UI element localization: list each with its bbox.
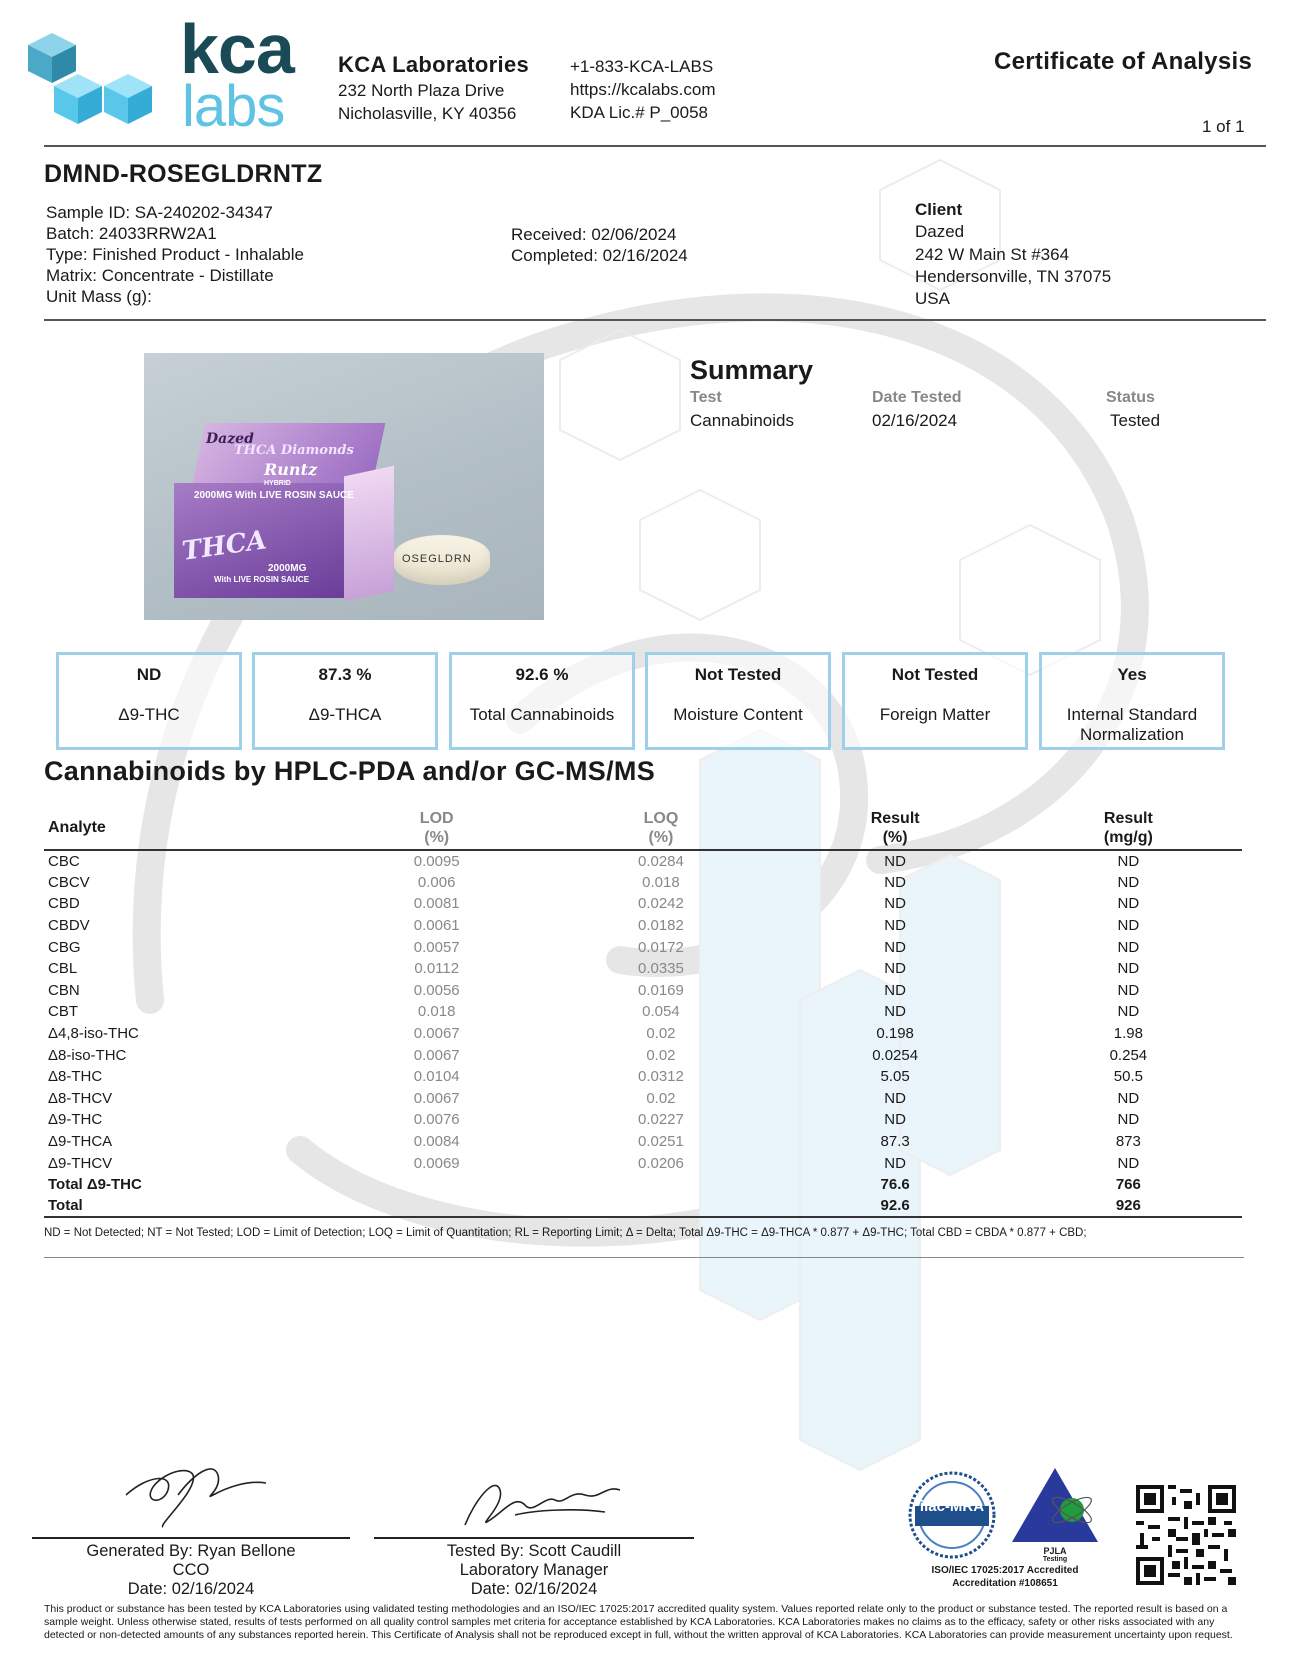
sample-type: Type: Finished Product - Inhalable: [46, 245, 304, 264]
table-total-row: Total 92.6 926: [44, 1196, 1242, 1218]
photo-box-front-dose: 2000MG: [268, 563, 307, 574]
photo-box-hybrid: HYBRID: [264, 480, 291, 487]
table-total-row: Total Δ9-THC 76.6 766: [48, 1176, 1141, 1194]
table-row: CBDV 0.0061 0.0182 ND ND: [48, 917, 1140, 935]
sample-matrix: Matrix: Concentrate - Distillate: [46, 266, 274, 285]
product-photo: [144, 353, 544, 620]
generated-date: Date: 02/16/2024: [127, 1580, 255, 1598]
lab-license: KDA Lic.# P_0058: [570, 103, 708, 122]
lab-phone: +1-833-KCA-LABS: [570, 57, 714, 76]
signature-line-generated: [32, 1537, 350, 1539]
key-result-box: [252, 652, 438, 750]
key-result-value: 87.3 %: [318, 665, 372, 684]
disclaimer: This product or substance has been tested by KCA Laboratories using validated testing methodologies and an ISO/IEC 17025:2017 accredited quality system. Values reported relate only to the product or substance tested. The reported result is based on a sample weight. Unless otherwise stated, results of tests performed on all quality control samples met criteria for acceptance established by KCA Laboratories. KCA Laboratories makes no claims as to the efficacy, safety or other risks associated with any detected or non-detected amounts of any substances reported herein. This Certificate of Analysis shall not be reproduced except in full, without the written approval of KCA Laboratories. KCA Laboratories can provide measurement uncertainty upon request.: [44, 1603, 1233, 1641]
logo-word-kca: kca: [180, 10, 294, 88]
footnote-rule: [44, 1257, 1244, 1258]
key-result-label: Δ9-THCA: [308, 705, 382, 724]
signature-ryan-bellone: [118, 1455, 268, 1530]
key-result-label: Internal Standard Normalization: [1066, 705, 1198, 744]
results-table: [44, 806, 1242, 1218]
generated-title: CCO: [172, 1561, 210, 1579]
table-row: CBD 0.0081 0.0242 ND ND: [48, 895, 1140, 913]
header-rule: [44, 145, 1266, 147]
table-row: CBC 0.0095 0.0284 ND ND: [48, 852, 1140, 870]
table-row: CBG 0.0057 0.0172 ND ND: [48, 938, 1140, 956]
tested-date: Date: 02/16/2024: [470, 1580, 598, 1598]
photo-box-dose: 2000MG With LIVE ROSIN SAUCE: [194, 490, 354, 501]
summary-col-status: Status: [1106, 389, 1155, 406]
summary-title: Summary: [690, 355, 814, 385]
key-result-value: Yes: [1117, 665, 1147, 684]
logo-word-labs: labs: [182, 74, 285, 139]
accreditation-line-1: ISO/IEC 17025:2017 Accredited: [931, 1565, 1079, 1576]
pjla-subtext: Testing: [1042, 1556, 1068, 1563]
signature-line-tested: [374, 1537, 694, 1539]
table-header-row: [44, 806, 1242, 850]
ilac-mra-logo-icon: [907, 1470, 997, 1560]
qr-code-icon[interactable]: [1136, 1485, 1236, 1585]
key-result-box: [56, 652, 242, 750]
page-number: 1 of 1: [1202, 117, 1245, 136]
table-row: Δ9-THC 0.0076 0.0227 ND ND: [48, 1111, 1140, 1129]
completed-date: Completed: 02/16/2024: [511, 246, 688, 265]
received-date: Received: 02/06/2024: [511, 225, 677, 244]
summary-date: 02/16/2024: [872, 411, 958, 430]
lab-address-2: Nicholasville, KY 40356: [338, 104, 517, 123]
table-row: CBT 0.018 0.054 ND ND: [48, 1003, 1140, 1021]
photo-box-line: THCA Diamonds: [234, 443, 354, 458]
col-result-percent: Result (%): [870, 809, 920, 846]
photo-box-front-sauce: With LIVE ROSIN SAUCE: [214, 575, 310, 584]
table-row: Δ8-THC 0.0104 0.0312 5.05 50.5: [48, 1068, 1143, 1086]
summary-status: Tested: [1110, 411, 1161, 430]
col-lod: LOD (%): [419, 809, 454, 846]
generated-by: Generated By: Ryan Bellone: [86, 1542, 296, 1560]
key-result-value: 92.6 %: [515, 665, 569, 684]
table-row: Δ9-THCV 0.0069 0.0206 ND ND: [48, 1154, 1140, 1172]
document-title: Certificate of Analysis: [994, 48, 1253, 75]
client-street: 242 W Main St #364: [915, 245, 1070, 264]
key-result-label: Total Cannabinoids: [469, 705, 615, 724]
product-name: DMND-ROSEGLDRNTZ: [44, 160, 323, 188]
key-result-label: Foreign Matter: [879, 705, 991, 724]
table-row: CBCV 0.006 0.018 ND ND: [48, 873, 1140, 891]
key-result-value: Not Tested: [694, 665, 782, 684]
table-footnote: ND = Not Detected; NT = Not Tested; LOD = Limit of Detection; LOQ = Limit of Quantitation; RL = Reporting Limit; Δ = Delta; Total Δ9-THC = Δ9-THCA * 0.877 + Δ9-THC; Total CBD = CBDA * 0.877 + CBD;: [44, 1227, 1087, 1239]
ilac-text: ilac-MRA: [919, 1498, 985, 1515]
photo-jar-label: OSEGLDRN: [402, 553, 472, 565]
col-result-mg: Result (mg/g): [1103, 809, 1153, 846]
summary-test: Cannabinoids: [690, 411, 794, 430]
table-row: Δ9-THCA 0.0084 0.0251 87.3 873: [48, 1133, 1141, 1151]
unit-mass: Unit Mass (g):: [46, 287, 152, 306]
key-result-box: [645, 652, 831, 750]
table-row: Δ8-THCV 0.0067 0.02 ND ND: [48, 1089, 1140, 1107]
key-result-value: Not Tested: [891, 665, 979, 684]
tested-title: Laboratory Manager: [459, 1561, 609, 1579]
sample-id: Sample ID: SA-240202-34347: [46, 203, 273, 222]
key-result-box: [449, 652, 635, 750]
batch: Batch: 24033RRW2A1: [46, 224, 217, 243]
table-row: Δ8-iso-THC 0.0067 0.02 0.0254 0.254: [48, 1046, 1148, 1064]
client-heading: Client: [915, 200, 963, 219]
client-name: Dazed: [915, 222, 965, 241]
lab-website[interactable]: https://kcalabs.com: [570, 80, 716, 99]
key-result-box: [842, 652, 1028, 750]
table-row: Δ4,8-iso-THC 0.0067 0.02 0.198 1.98: [48, 1025, 1143, 1043]
key-result-value: ND: [136, 665, 162, 684]
col-loq: LOQ (%): [643, 809, 679, 846]
photo-box-strain: Runtz: [264, 460, 318, 479]
pjla-text: PJLA: [1043, 1546, 1067, 1556]
lab-address-1: 232 North Plaza Drive: [338, 81, 505, 100]
section-title: Cannabinoids by HPLC-PDA and/or GC-MS/MS: [44, 756, 656, 786]
summary-col-test: Test: [690, 389, 722, 406]
photo-box-front: THCA: [180, 525, 269, 567]
photo-box-brand: Dazed: [206, 431, 254, 447]
client-country: USA: [915, 289, 950, 308]
summary-col-date: Date Tested: [872, 389, 962, 406]
pjla-logo-icon: [1010, 1466, 1100, 1546]
key-result-label: Moisture Content: [673, 705, 803, 724]
key-result-box: [1039, 652, 1225, 750]
col-analyte: Analyte: [48, 819, 106, 836]
client-city: Hendersonville, TN 37075: [915, 267, 1112, 286]
key-result-label: Δ9-THC: [118, 705, 180, 724]
info-rule: [44, 319, 1266, 321]
tested-by: Tested By: Scott Caudill: [446, 1542, 622, 1560]
table-row: CBL 0.0112 0.0335 ND ND: [48, 960, 1140, 978]
table-row: CBN 0.0056 0.0169 ND ND: [48, 981, 1140, 999]
accreditation-line-2: Accreditation #108651: [952, 1578, 1058, 1589]
signature-scott-caudill: [455, 1470, 625, 1540]
kca-cubes-logo-icon: [28, 28, 168, 138]
lab-name: KCA Laboratories: [338, 52, 530, 77]
